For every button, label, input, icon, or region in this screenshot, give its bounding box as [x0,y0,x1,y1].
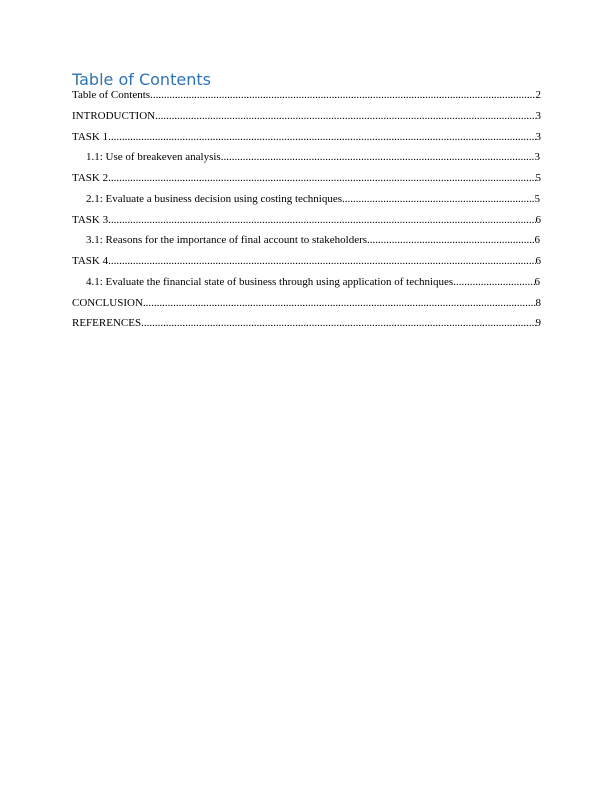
toc-dot-leader [221,151,535,163]
toc-dot-leader [108,255,535,267]
toc-entry-label: Table of Contents [72,89,151,101]
toc-entry-label: TASK 2 [72,172,109,184]
toc-entry-conclusion[interactable] [72,297,541,318]
toc-entry-label: 2.1: Evaluate a business decision using costing techniques [86,192,343,205]
toc-page-number: 9 [535,317,541,330]
toc-entry-task-3[interactable] [72,214,541,235]
toc-entry-label: 4.1: Evaluate the financial state of business through using application of techniques [86,275,454,288]
toc-page-number: 6 [535,255,541,267]
toc-page-number: 6 [534,275,540,288]
toc-page-number: 3 [534,151,540,164]
toc-entry-2-1[interactable] [72,193,540,214]
toc-page-number: 3 [535,109,541,122]
toc-entry-3-1[interactable] [72,234,540,255]
toc-dot-leader [453,276,534,288]
toc-entry-table-of-contents[interactable] [72,89,541,110]
toc-entry-task-1[interactable] [72,131,541,152]
toc-dot-leader [367,234,534,246]
toc-dot-leader [155,110,535,122]
toc-entry-task-2[interactable] [72,172,541,193]
toc-list [72,89,541,338]
toc-dot-leader [141,317,535,329]
toc-entry-1-1[interactable] [72,151,540,172]
toc-entry-label: TASK 1 [72,130,109,143]
toc-entry-4-1[interactable] [72,276,540,297]
toc-entry-references[interactable] [72,317,541,338]
toc-dot-leader [143,297,536,309]
toc-page-number: 5 [535,172,541,184]
toc-dot-leader [342,193,534,205]
toc-dot-leader [108,131,535,143]
toc-entry-label: TASK 3 [72,213,109,226]
toc-page-number: 8 [535,296,541,309]
toc-entry-label: INTRODUCTION [72,109,156,122]
toc-entry-label: 1.1: Use of breakeven analysis [86,151,221,164]
toc-entry-label: CONCLUSION [72,296,143,309]
toc-page-number: 2 [535,89,541,101]
toc-entry-introduction[interactable] [72,110,541,131]
toc-entry-label: REFERENCES [72,317,142,330]
toc-heading: Table of Contents [72,70,211,89]
toc-page-number: 3 [535,130,541,143]
toc-dot-leader [108,214,535,226]
toc-page-number: 6 [535,213,541,226]
toc-dot-leader [150,89,535,101]
toc-page-number: 5 [534,192,540,205]
toc-entry-label: TASK 4 [72,255,109,267]
toc-entry-task-4[interactable] [72,255,541,276]
toc-dot-leader [108,172,535,184]
toc-page-number: 6 [534,234,540,247]
toc-entry-label: 3.1: Reasons for the importance of final account to stakeholders [86,234,368,247]
